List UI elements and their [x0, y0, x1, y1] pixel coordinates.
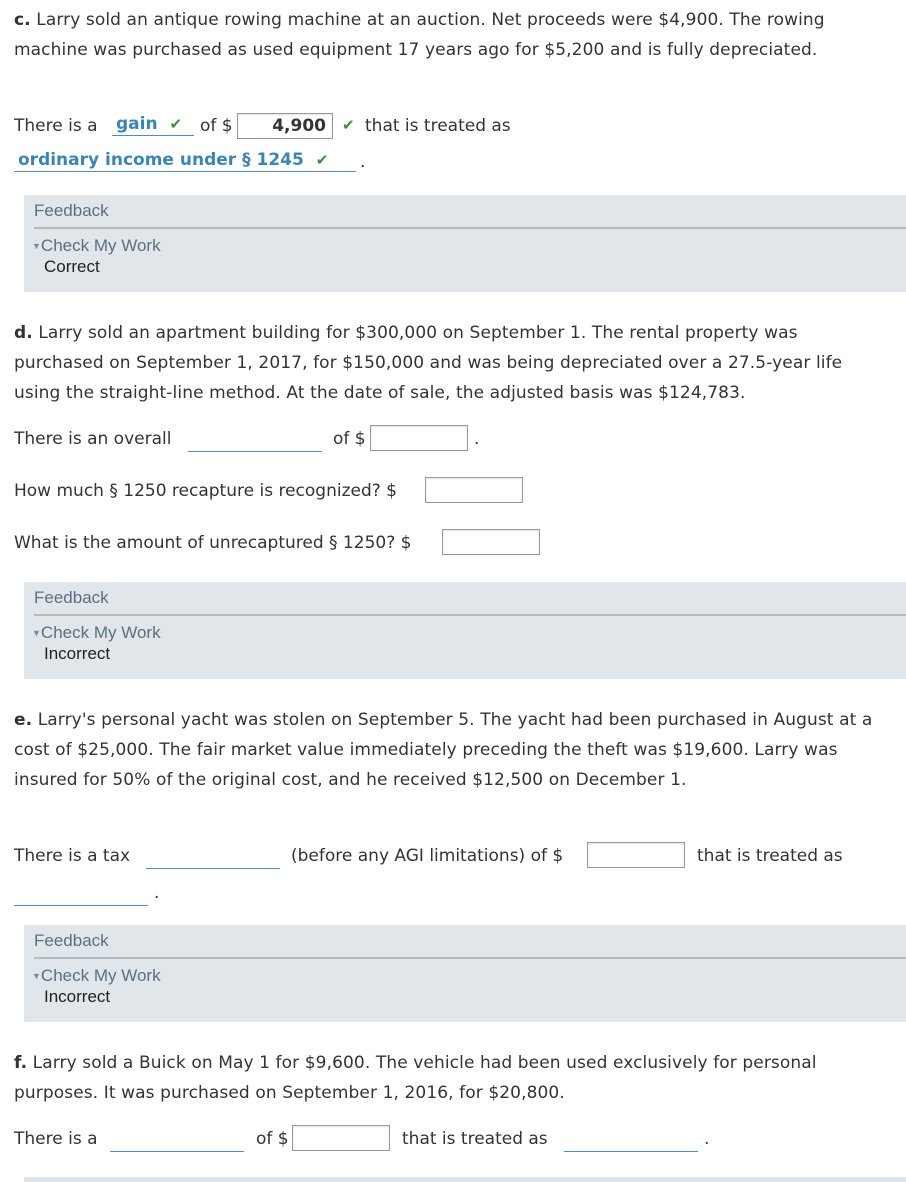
check-icon: ✔	[315, 151, 329, 169]
feedback-result: Incorrect	[44, 987, 111, 1006]
part-f-feedback-panel-edge	[24, 1177, 906, 1182]
part-c-treatment-value: ordinary income under § 1245	[18, 150, 304, 170]
feedback-title: Feedback	[34, 201, 109, 220]
section-1250-recapture-input[interactable]	[425, 477, 523, 503]
part-d-text: Larry sold an apartment building for $300,000 on September 1. The rental property was purchased on September 1, 2017, for $150,000 and was being depreciated over a 27.5-year life using the straight-line method. At the date of sale, the adjusted basis was $124,783.	[14, 323, 843, 403]
feedback-divider	[34, 614, 906, 616]
feedback-title: Feedback	[34, 931, 109, 950]
part-c-of-label: of $	[200, 116, 233, 136]
check-icon: ✔	[342, 116, 355, 134]
feedback-result: Incorrect	[44, 644, 111, 663]
part-d-gain-loss-select[interactable]	[188, 430, 322, 452]
part-f-text: Larry sold a Buick on May 1 for $9,600. The vehicle had been used exclusively for personal purposes. It was purchased on September 1, 2016, for $20,800.	[14, 1053, 817, 1103]
part-f-q1-suffix: that is treated as	[402, 1129, 548, 1149]
part-d-question	[14, 318, 874, 408]
unrecaptured-1250-input[interactable]	[442, 529, 540, 555]
part-e-q1-suffix: that is treated as	[697, 846, 843, 866]
part-c-feedback-panel	[24, 195, 906, 292]
part-e-q1-prefix: There is a tax	[14, 846, 131, 866]
feedback-divider	[34, 227, 906, 229]
part-f-amount-input[interactable]	[292, 1125, 390, 1151]
feedback-title: Feedback	[34, 588, 109, 607]
part-c-answer-line	[14, 114, 98, 138]
check-my-work-label: Check My Work	[40, 236, 161, 255]
part-f-question	[14, 1048, 874, 1108]
part-c-prefix: There is a	[14, 116, 98, 136]
part-c-gain-loss-select[interactable]	[112, 114, 194, 136]
triangle-down-icon: ▼	[32, 971, 41, 981]
part-d-amount-input[interactable]	[370, 425, 468, 451]
part-d-q1-of: of $	[333, 429, 366, 449]
part-c-text: Larry sold an antique rowing machine at an auction. Net proceeds were $4,900. The rowing machine was purchased as used equipment 17 years ago for $5,200 and is fully depreciated.	[14, 10, 825, 60]
part-c-period: .	[360, 152, 366, 172]
part-c-amount-input[interactable]: 4,900	[237, 113, 333, 139]
part-e-q1-middle: (before any AGI limitations) of $	[291, 846, 564, 866]
part-d-letter: d.	[14, 323, 33, 343]
triangle-down-icon: ▼	[32, 628, 41, 638]
part-e-q1-period: .	[154, 883, 160, 903]
part-c-treatment-select[interactable]	[14, 150, 356, 172]
part-c-letter: c.	[14, 10, 31, 30]
feedback-result: Correct	[44, 257, 100, 276]
part-d-q1-period: .	[474, 429, 480, 449]
feedback-divider	[34, 957, 906, 959]
part-e-gain-loss-select[interactable]	[146, 847, 280, 869]
part-f-gain-loss-select[interactable]	[110, 1130, 244, 1152]
part-e-amount-input[interactable]	[587, 842, 685, 868]
part-c-suffix: that is treated as	[365, 116, 511, 136]
check-my-work-toggle[interactable]	[32, 966, 161, 986]
part-e-letter: e.	[14, 710, 33, 730]
check-icon: ✔	[169, 115, 183, 133]
part-f-q1-period: .	[704, 1129, 710, 1149]
part-c-question	[14, 5, 874, 65]
part-d-q1-prefix: There is an overall	[14, 429, 172, 449]
part-d-q3-label: What is the amount of unrecaptured § 1250? $	[14, 533, 412, 553]
part-f-q1-of: of $	[256, 1129, 289, 1149]
part-f-treatment-select[interactable]	[564, 1130, 698, 1152]
part-f-letter: f.	[14, 1053, 28, 1073]
part-d-q2-label: How much § 1250 recapture is recognized? $	[14, 481, 397, 501]
check-my-work-toggle[interactable]	[32, 623, 161, 643]
part-f-q1-prefix: There is a	[14, 1129, 98, 1149]
check-my-work-label: Check My Work	[40, 623, 161, 642]
part-c-gain-loss-value: gain	[116, 114, 158, 134]
check-my-work-label: Check My Work	[40, 966, 161, 985]
part-e-treatment-select[interactable]	[14, 884, 148, 906]
part-e-feedback-panel	[24, 925, 906, 1022]
part-e-question	[14, 705, 874, 795]
part-e-text: Larry's personal yacht was stolen on September 5. The yacht had been purchased in August at a cost of $25,000. The fair market value immediately preceding the theft was $19,600. Larry was insured for 50% of the original cost, and he received $12,500 on December 1.	[14, 710, 873, 790]
part-d-feedback-panel	[24, 582, 906, 679]
check-my-work-toggle[interactable]	[32, 236, 161, 256]
triangle-down-icon: ▼	[32, 241, 41, 251]
